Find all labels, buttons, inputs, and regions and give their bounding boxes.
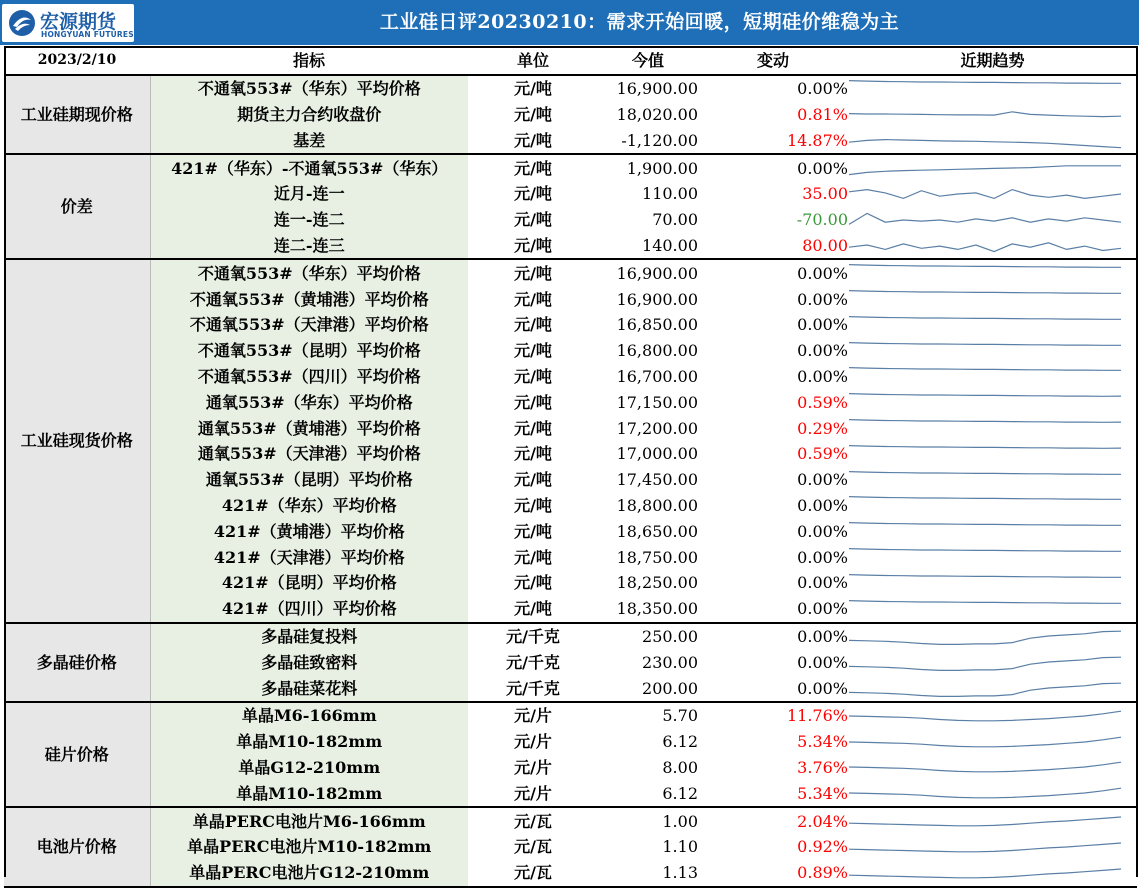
sparkline xyxy=(848,809,1123,833)
value-cell: 18,750.00 xyxy=(616,547,698,567)
trend-cell xyxy=(848,102,1137,128)
trend-cell xyxy=(848,127,1137,154)
unit-cell: 元/吨 xyxy=(514,210,552,230)
indicator-name: 多晶硅复投料 xyxy=(150,623,468,650)
trend-cell xyxy=(848,807,1137,834)
trend-cell xyxy=(848,415,1137,441)
sparkline-path xyxy=(849,788,1121,798)
sparkline-path xyxy=(849,291,1121,294)
table-row xyxy=(4,649,1137,675)
value-cell: 18,020.00 xyxy=(616,104,698,124)
unit-cell: 元/吨 xyxy=(514,392,552,412)
unit-cell: 元/千克 xyxy=(506,626,560,646)
value-cell: 6.12 xyxy=(598,780,698,807)
value-cell: 140.00 xyxy=(598,233,698,260)
value-cell: 17,150.00 xyxy=(616,392,698,412)
sparkline-path xyxy=(849,265,1121,268)
table-row xyxy=(4,338,1137,364)
indicator-name: 不通氧553#（华东）平均价格 xyxy=(150,75,468,102)
unit-cell: 元/吨 xyxy=(514,184,552,204)
table-header-row xyxy=(4,47,1137,75)
table-row xyxy=(4,807,1137,834)
table-row xyxy=(4,596,1137,623)
header-date: 2023/2/10 xyxy=(4,47,150,75)
indicator-name: 连二-连三 xyxy=(150,233,468,260)
change-cell: 0.00% xyxy=(797,315,848,335)
change-cell: 0.00% xyxy=(797,470,848,490)
table-right-border xyxy=(1136,46,1138,877)
category-cell: 多晶硅价格 xyxy=(4,623,150,702)
table-row xyxy=(4,755,1137,781)
sparkline xyxy=(848,102,1123,126)
change-cell: 0.00% xyxy=(797,158,848,178)
table-row xyxy=(4,207,1137,233)
sparkline xyxy=(848,571,1123,595)
trend-cell xyxy=(848,364,1137,390)
change-cell: 0.00% xyxy=(797,79,848,99)
change-cell: -70.00 xyxy=(796,210,848,230)
indicator-name: 通氧553#（天津港）平均价格 xyxy=(150,441,468,467)
sparkline xyxy=(848,128,1123,152)
change-cell: 0.00% xyxy=(797,652,848,672)
indicator-name: 单晶M10-182mm xyxy=(150,780,468,807)
trend-cell xyxy=(848,518,1137,544)
sparkline xyxy=(848,208,1123,232)
change-cell: 2.04% xyxy=(797,811,848,831)
unit-cell: 元/千克 xyxy=(506,652,560,672)
value-cell: 8.00 xyxy=(662,757,698,777)
indicator-name: 421#（四川）平均价格 xyxy=(150,596,468,623)
sparkline xyxy=(848,781,1123,805)
indicator-name: 421#（天津港）平均价格 xyxy=(150,544,468,570)
value-cell: 70.00 xyxy=(652,210,698,230)
change-cell: 80.00 xyxy=(698,233,848,260)
sparkline-path xyxy=(849,316,1121,319)
sparkline-path xyxy=(849,471,1121,474)
unit-cell: 元/吨 xyxy=(514,79,552,99)
sparkline-path xyxy=(849,80,1121,83)
indicator-name: 多晶硅菜花料 xyxy=(150,675,468,702)
change-cell: 5.34% xyxy=(797,732,848,752)
value-cell: 18,350.00 xyxy=(598,596,698,623)
category-cell: 电池片价格 xyxy=(4,807,150,886)
change-cell: 0.00% xyxy=(797,289,848,309)
sparkline-path xyxy=(849,657,1121,670)
sparkline xyxy=(848,287,1123,311)
change-cell: 0.00% xyxy=(797,263,848,283)
indicator-name: 基差 xyxy=(150,127,468,154)
sparkline-path xyxy=(849,869,1121,878)
sparkline xyxy=(848,519,1123,543)
indicator-name: 单晶M10-182mm xyxy=(150,729,468,755)
unit-cell: 元/吨 xyxy=(514,444,552,464)
unit-cell: 元/千克 xyxy=(468,675,598,702)
sparkline-path xyxy=(849,166,1121,175)
table-row xyxy=(4,286,1137,312)
sparkline xyxy=(848,676,1123,700)
header-unit: 单位 xyxy=(468,47,598,75)
sparkline xyxy=(848,835,1123,859)
trend-cell xyxy=(848,729,1137,755)
change-cell: 0.00% xyxy=(698,675,848,702)
category-cell: 价差 xyxy=(4,154,150,259)
sparkline xyxy=(848,704,1123,728)
indicator-name: 通氧553#（昆明）平均价格 xyxy=(150,467,468,493)
value-cell: 17,450.00 xyxy=(616,470,698,490)
trend-cell xyxy=(848,467,1137,493)
value-cell: 110.00 xyxy=(642,184,698,204)
change-cell: 5.34% xyxy=(698,780,848,807)
trend-cell xyxy=(848,834,1137,860)
sparkline xyxy=(848,313,1123,337)
value-cell: 6.12 xyxy=(662,732,698,752)
sparkline-path xyxy=(849,600,1121,603)
value-cell: 16,800.00 xyxy=(616,341,698,361)
value-cell: 16,900.00 xyxy=(616,79,698,99)
indicator-name: 不通氧553#（天津港）平均价格 xyxy=(150,312,468,338)
unit-cell: 元/吨 xyxy=(514,289,552,309)
header-change: 变动 xyxy=(698,47,848,75)
trend-cell xyxy=(848,233,1137,260)
header-trend: 近期趋势 xyxy=(848,47,1137,75)
change-cell: 0.29% xyxy=(797,418,848,438)
unit-cell: 元/吨 xyxy=(514,573,552,593)
table-row xyxy=(4,233,1137,260)
change-cell: 0.59% xyxy=(797,392,848,412)
value-cell: 230.00 xyxy=(642,652,698,672)
table-row xyxy=(4,860,1137,887)
sparkline-path xyxy=(849,445,1121,448)
report-title: 工业硅日评20230210：需求开始回暖，短期硅价维稳为主 xyxy=(379,11,900,33)
change-cell: 0.00% xyxy=(797,573,848,593)
sparkline xyxy=(848,416,1123,440)
trend-cell xyxy=(848,860,1137,887)
trend-cell xyxy=(848,570,1137,596)
unit-cell: 元/吨 xyxy=(514,158,552,178)
table-row xyxy=(4,75,1137,102)
sparkline-path xyxy=(849,574,1121,577)
indicator-name: 连一-连二 xyxy=(150,207,468,233)
trend-cell xyxy=(848,623,1137,650)
unit-cell: 元/片 xyxy=(468,780,598,807)
header-indicator: 指标 xyxy=(150,47,468,75)
unit-cell: 元/吨 xyxy=(514,495,552,515)
category-cell: 工业硅现货价格 xyxy=(4,259,150,622)
sparkline xyxy=(848,339,1123,363)
brand-name-en: HONGYUAN FUTURES xyxy=(41,30,134,39)
sparkline-path xyxy=(849,763,1121,773)
trend-cell xyxy=(848,596,1137,623)
table-row xyxy=(4,518,1137,544)
change-cell: 0.00% xyxy=(797,495,848,515)
trend-cell xyxy=(848,207,1137,233)
change-cell: 14.87% xyxy=(698,127,848,154)
value-cell: 18,650.00 xyxy=(616,521,698,541)
table-row xyxy=(4,702,1137,729)
unit-cell: 元/吨 xyxy=(468,596,598,623)
table-row xyxy=(4,623,1137,650)
value-cell: 16,850.00 xyxy=(616,315,698,335)
value-cell: -1,120.00 xyxy=(598,127,698,154)
indicator-name: 421#（黄埔港）平均价格 xyxy=(150,518,468,544)
unit-cell: 元/瓦 xyxy=(514,811,552,831)
indicator-name: 期货主力合约收盘价 xyxy=(150,102,468,128)
table-row xyxy=(4,780,1137,807)
unit-cell: 元/片 xyxy=(514,757,552,777)
table-row xyxy=(4,415,1137,441)
table-left-border xyxy=(4,46,6,877)
sparkline-path xyxy=(849,368,1121,371)
sparkline-path xyxy=(849,394,1121,397)
sparkline xyxy=(848,730,1123,754)
unit-cell: 元/吨 xyxy=(514,418,552,438)
value-cell: 1.00 xyxy=(662,811,698,831)
table-row xyxy=(4,570,1137,596)
sparkline-path xyxy=(849,737,1121,747)
unit-cell: 元/吨 xyxy=(514,366,552,386)
sparkline-path xyxy=(849,497,1121,500)
table-row xyxy=(4,675,1137,702)
value-cell: 1,900.00 xyxy=(626,158,698,178)
value-cell: 16,900.00 xyxy=(616,263,698,283)
unit-cell: 元/吨 xyxy=(514,547,552,567)
report-header xyxy=(0,0,1139,45)
trend-cell xyxy=(848,493,1137,519)
table-row xyxy=(4,127,1137,154)
indicator-name: 421#（华东）平均价格 xyxy=(150,493,468,519)
value-cell: 5.70 xyxy=(662,706,698,726)
unit-cell: 元/吨 xyxy=(514,263,552,283)
change-cell: 0.00% xyxy=(797,341,848,361)
value-cell: 18,800.00 xyxy=(616,495,698,515)
indicator-name: 近月-连一 xyxy=(150,181,468,207)
trend-cell xyxy=(848,649,1137,675)
sparkline-path xyxy=(849,420,1121,423)
unit-cell: 元/吨 xyxy=(468,233,598,260)
sparkline xyxy=(848,233,1123,257)
table-row xyxy=(4,467,1137,493)
unit-cell: 元/吨 xyxy=(514,104,552,124)
sparkline-path xyxy=(849,213,1121,224)
indicator-name: 通氧553#（华东）平均价格 xyxy=(150,389,468,415)
change-cell: 0.81% xyxy=(797,104,848,124)
price-table xyxy=(4,46,1137,888)
table-row xyxy=(4,102,1137,128)
sparkline-path xyxy=(849,549,1121,552)
sparkline xyxy=(848,493,1123,517)
trend-cell xyxy=(848,154,1137,181)
unit-cell: 元/吨 xyxy=(514,341,552,361)
change-cell: 0.00% xyxy=(797,547,848,567)
change-cell: 0.00% xyxy=(797,521,848,541)
unit-cell: 元/片 xyxy=(514,706,552,726)
change-cell: 3.76% xyxy=(797,757,848,777)
indicator-name: 多晶硅致密料 xyxy=(150,649,468,675)
sparkline-path xyxy=(849,632,1121,645)
value-cell: 17,000.00 xyxy=(616,444,698,464)
sparkline xyxy=(848,261,1123,285)
sparkline xyxy=(848,182,1123,206)
indicator-name: 不通氧553#（昆明）平均价格 xyxy=(150,338,468,364)
trend-cell xyxy=(848,544,1137,570)
table-row xyxy=(4,441,1137,467)
table-body xyxy=(4,75,1137,887)
sparkline xyxy=(848,77,1123,101)
trend-cell xyxy=(848,312,1137,338)
header-value: 今值 xyxy=(598,47,698,75)
indicator-name: 不通氧553#（四川）平均价格 xyxy=(150,364,468,390)
value-cell: 18,250.00 xyxy=(616,573,698,593)
change-cell: 0.00% xyxy=(698,596,848,623)
change-cell: 0.00% xyxy=(797,366,848,386)
sparkline-path xyxy=(849,140,1121,148)
brand-name-cn: 宏源期货 xyxy=(40,11,117,33)
indicator-name: 通氧553#（黄埔港）平均价格 xyxy=(150,415,468,441)
sparkline-path xyxy=(849,711,1121,721)
unit-cell: 元/瓦 xyxy=(468,860,598,887)
trend-cell xyxy=(848,75,1137,102)
table-row xyxy=(4,834,1137,860)
table-row xyxy=(4,312,1137,338)
unit-cell: 元/瓦 xyxy=(514,837,552,857)
category-cell: 硅片价格 xyxy=(4,702,150,807)
sparkline-path xyxy=(849,683,1121,696)
trend-cell xyxy=(848,702,1137,729)
value-cell: 1.10 xyxy=(662,837,698,857)
trend-cell xyxy=(848,338,1137,364)
unit-cell: 元/吨 xyxy=(514,315,552,335)
table-row xyxy=(4,544,1137,570)
sparkline-path xyxy=(849,243,1121,252)
indicator-name: 不通氧553#（黄埔港）平均价格 xyxy=(150,286,468,312)
trend-cell xyxy=(848,389,1137,415)
indicator-name: 421#（昆明）平均价格 xyxy=(150,570,468,596)
value-cell: 17,200.00 xyxy=(616,418,698,438)
indicator-name: 单晶PERC电池片M10-182mm xyxy=(150,834,468,860)
sparkline xyxy=(848,624,1123,648)
value-cell: 16,900.00 xyxy=(616,289,698,309)
indicator-name: 单晶M6-166mm xyxy=(150,702,468,729)
table-row xyxy=(4,259,1137,286)
trend-cell xyxy=(848,675,1137,702)
trend-cell xyxy=(848,286,1137,312)
trend-cell xyxy=(848,259,1137,286)
sparkline-path xyxy=(849,342,1121,345)
change-cell: 0.59% xyxy=(797,444,848,464)
unit-cell: 元/片 xyxy=(514,732,552,752)
value-cell: 200.00 xyxy=(598,675,698,702)
trend-cell xyxy=(848,755,1137,781)
table-row xyxy=(4,729,1137,755)
logo-mark-icon xyxy=(8,9,36,37)
indicator-name: 单晶PERC电池片M6-166mm xyxy=(150,807,468,834)
category-cell: 工业硅期现价格 xyxy=(4,75,150,154)
unit-cell: 元/吨 xyxy=(514,470,552,490)
sparkline xyxy=(848,597,1123,621)
sparkline xyxy=(848,468,1123,492)
change-cell: 11.76% xyxy=(786,706,848,726)
sparkline xyxy=(848,364,1123,388)
trend-cell xyxy=(848,441,1137,467)
sparkline xyxy=(848,545,1123,569)
sparkline-path xyxy=(849,112,1121,117)
brand-logo xyxy=(2,4,134,42)
indicator-name: 单晶PERC电池片G12-210mm xyxy=(150,860,468,887)
change-cell: 0.00% xyxy=(797,626,848,646)
table-row xyxy=(4,389,1137,415)
change-cell: 0.92% xyxy=(797,837,848,857)
change-cell: 35.00 xyxy=(802,184,848,204)
unit-cell: 元/吨 xyxy=(468,127,598,154)
table-row xyxy=(4,181,1137,207)
sparkline-path xyxy=(849,843,1121,852)
sparkline xyxy=(848,390,1123,414)
sparkline-path xyxy=(849,817,1121,826)
table-row xyxy=(4,154,1137,181)
indicator-name: 421#（华东）-不通氧553#（华东） xyxy=(150,154,468,181)
value-cell: 16,700.00 xyxy=(616,366,698,386)
sparkline xyxy=(848,755,1123,779)
sparkline-path xyxy=(849,523,1121,526)
sparkline-path xyxy=(849,189,1121,198)
value-cell: 250.00 xyxy=(642,626,698,646)
indicator-name: 单晶G12-210mm xyxy=(150,755,468,781)
table-row xyxy=(4,364,1137,390)
table-row xyxy=(4,493,1137,519)
sparkline xyxy=(848,156,1123,180)
sparkline xyxy=(848,442,1123,466)
sparkline xyxy=(848,861,1123,885)
trend-cell xyxy=(848,780,1137,807)
indicator-name: 不通氧553#（华东）平均价格 xyxy=(150,259,468,286)
unit-cell: 元/吨 xyxy=(514,521,552,541)
value-cell: 1.13 xyxy=(598,860,698,887)
trend-cell xyxy=(848,181,1137,207)
change-cell: 0.89% xyxy=(698,860,848,887)
sparkline xyxy=(848,650,1123,674)
